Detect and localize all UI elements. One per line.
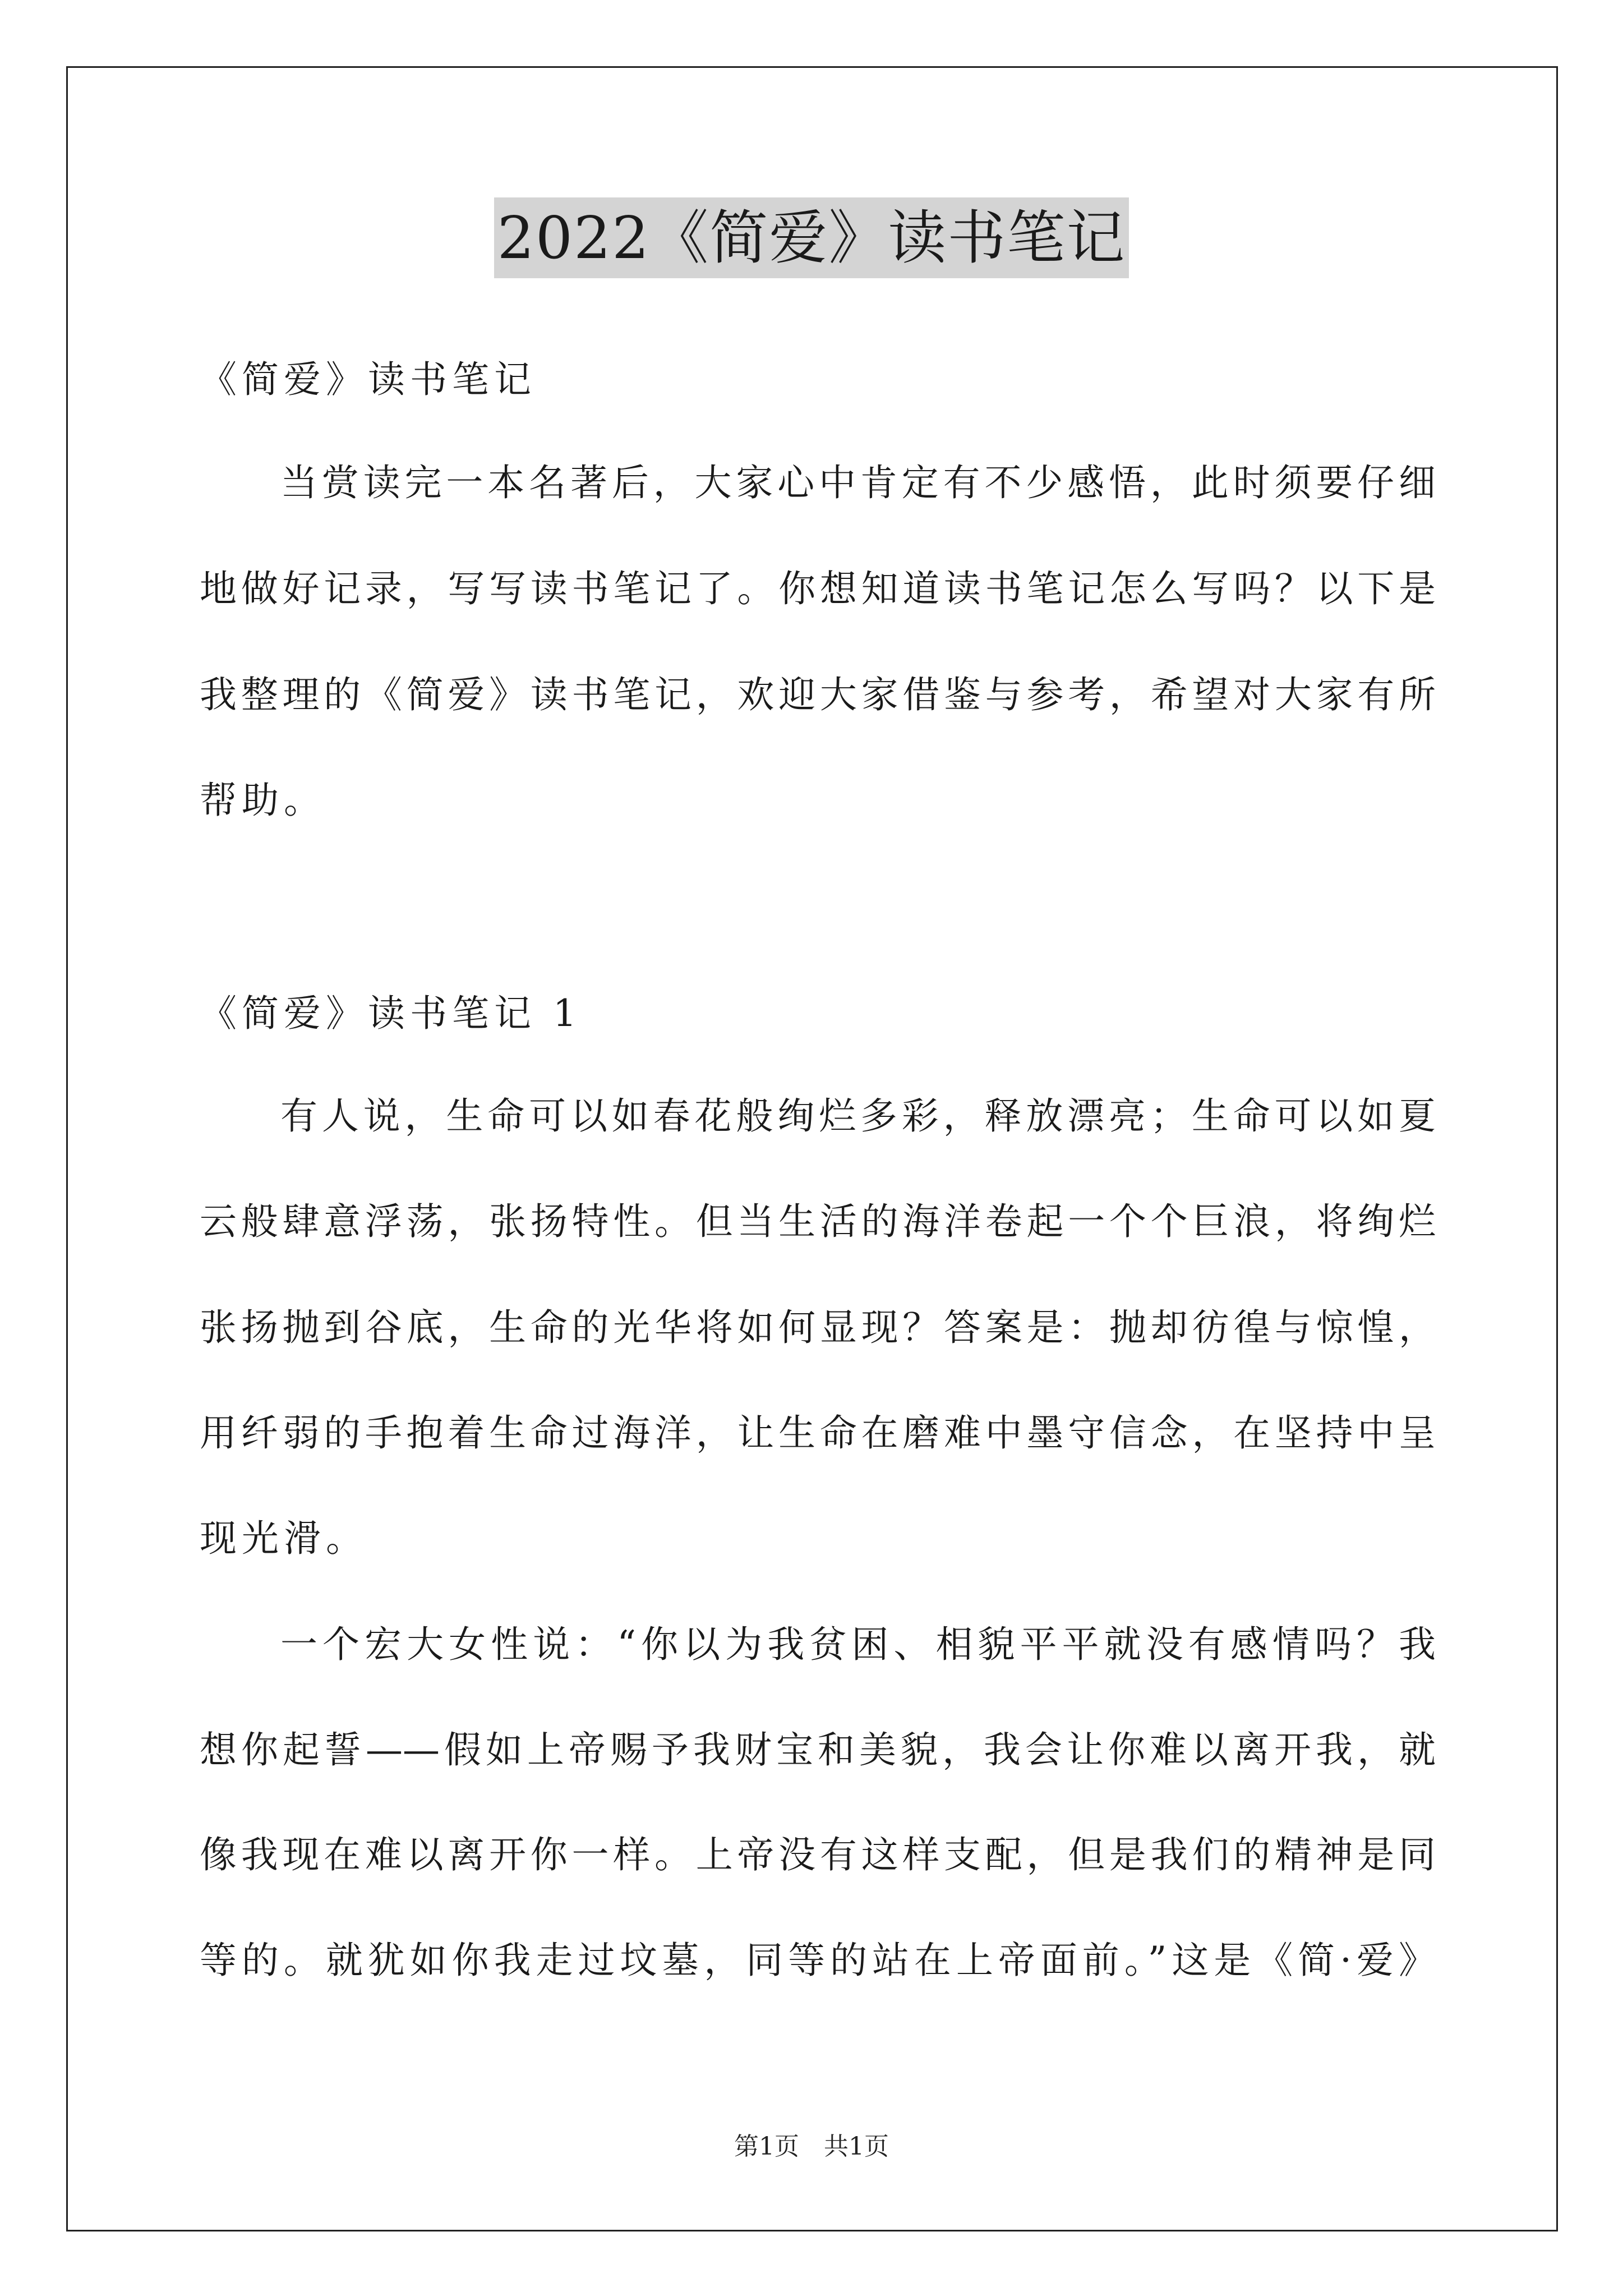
intro-paragraph-line: 我整理的《简爱》读书笔记，欢迎大家借鉴与参考，希望对大家有所 xyxy=(200,673,1436,716)
body-paragraph-line: 用纤弱的手抱着生命过海洋，让生命在磨难中墨守信念，在坚持中呈 xyxy=(200,1411,1436,1455)
intro-paragraph-line: 地做好记录，写写读书笔记了。你想知道读书笔记怎么写吗？以下是 xyxy=(200,567,1436,610)
document-title-text: 2022《简爱》读书笔记 xyxy=(494,197,1129,278)
body-paragraph-line: 一个宏大女性说：“你以为我贫困、相貌平平就没有感情吗？我 xyxy=(280,1623,1436,1666)
section-heading-1: 《简爱》读书笔记 1 xyxy=(200,992,582,1035)
intro-paragraph-line: 帮助。 xyxy=(200,779,326,822)
document-title xyxy=(0,197,1623,282)
intro-heading: 《简爱》读书笔记 xyxy=(200,358,536,401)
body-paragraph-line: 云般肆意浮荡，张扬特性。但当生活的海洋卷起一个个巨浪，将绚烂 xyxy=(200,1200,1436,1243)
intro-paragraph-line: 当赏读完一本名著后，大家心中肯定有不少感悟，此时须要仔细 xyxy=(280,461,1436,504)
body-paragraph-line: 有人说，生命可以如春花般绚烂多彩，释放漂亮；生命可以如夏 xyxy=(280,1094,1436,1138)
body-paragraph-line: 像我现在难以离开你一样。上帝没有这样支配，但是我们的精神是同 xyxy=(200,1833,1436,1876)
body-paragraph-line: 现光滑。 xyxy=(200,1517,368,1560)
body-paragraph-line: 想你起誓——假如上帝赐予我财宝和美貌，我会让你难以离开我，就 xyxy=(200,1728,1436,1772)
body-paragraph-line: 等的。就犹如你我走过坟墓，同等的站在上帝面前。”这是《简·爱》 xyxy=(200,1939,1436,1982)
page-footer: 第1页 共1页 xyxy=(734,2132,889,2161)
body-paragraph-line: 张扬抛到谷底，生命的光华将如何显现？答案是：抛却彷徨与惊惶， xyxy=(200,1306,1436,1349)
